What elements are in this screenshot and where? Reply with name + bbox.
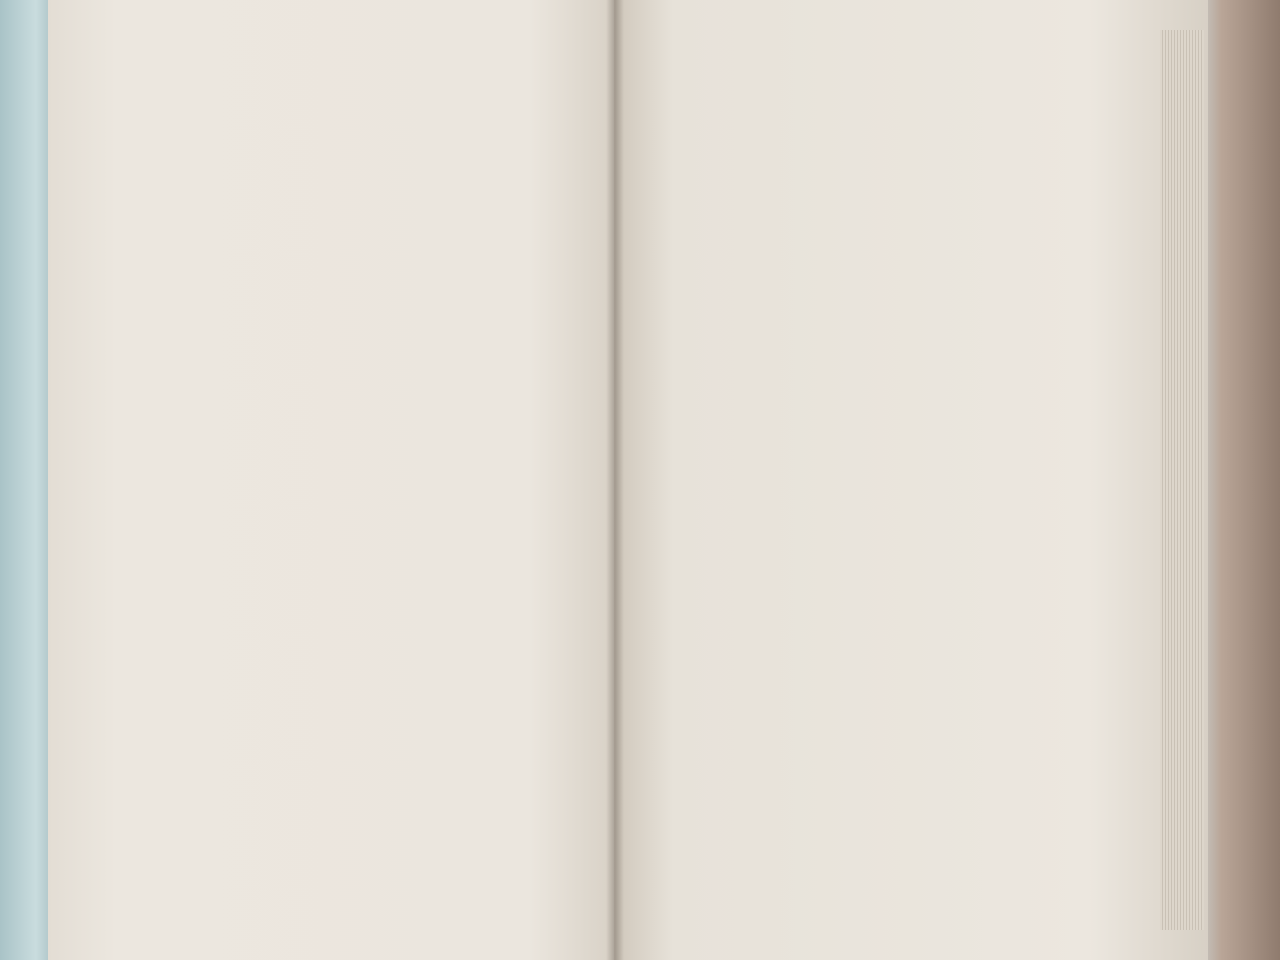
text-line [100,152,560,184]
speaker-label [100,202,196,203]
book-gutter [606,0,624,960]
right-page [614,0,1208,960]
speaker-label [99,231,195,232]
speaker-label [100,173,196,174]
page-edges [1160,30,1204,930]
left-page-text [99,152,560,243]
text-line [100,181,560,213]
left-page [48,0,614,960]
text-line [99,210,559,242]
